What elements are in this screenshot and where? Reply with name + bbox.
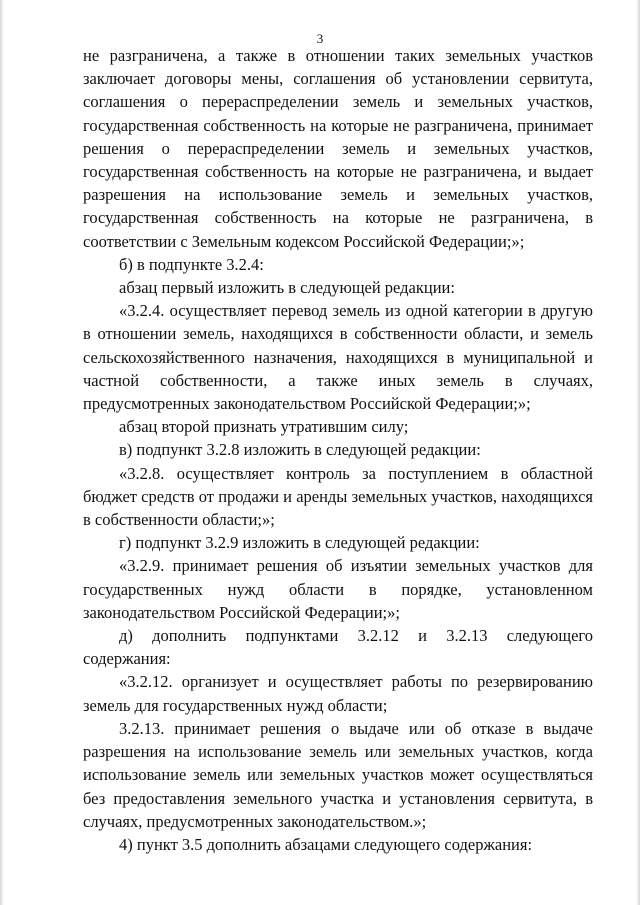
paragraph-subitem-v: в) подпункт 3.2.8 изложить в следующей редакции:: [119, 440, 481, 460]
paragraph-continuation: не разграничена, а также в отношении таких земельных участков заключает договоры мены, соглашения об установлении сервитута, соглашения о перераспределении земель и земельных участков, государственная собственность на которые не разграничена, принимает решения о перераспределении земель и земельных участков, государственная собственность на которые не разграничена, и выдает разрешения на использование земель и земельных участков, государственная собственность на которые не разграничена, в соответствии с Земельным кодексом Российской Федерации;»;: [83, 46, 593, 251]
scan-edge-right: [636, 0, 640, 905]
document-body: [83, 44, 593, 856]
page-number: 3: [316, 31, 324, 46]
paragraph-subitem-b: б) в подпункте 3.2.4:: [119, 254, 264, 274]
paragraph-3-2-8: «3.2.8. осуществляет контроль за поступлением в областной бюджет средств от продажи и аренды земельных участков, находящихся в собственности области;»;: [83, 463, 593, 530]
paragraph-3-2-4: «3.2.4. осуществляет перевод земель из одной категории в другую в отношении земель, находящихся в собственности области, и земель сельскохозяйственного назначения, находящихся в муниципальной и частной собственности, а также иных земель в случаях, предусмотренных законодательством Российской Федерации;»;: [83, 301, 593, 414]
scan-edge-left: [0, 0, 4, 905]
paragraph-subitem-d: д) дополнить подпунктами 3.2.12 и 3.2.13 следующего содержания:: [83, 626, 593, 669]
paragraph-3-2-12: «3.2.12. организует и осуществляет работы по резервированию земель для государственных нужд области;: [83, 672, 593, 715]
paragraph-item-4: 4) пункт 3.5 дополнить абзацами следующего содержания:: [119, 834, 533, 854]
paragraph-3-2-13: 3.2.13. принимает решения о выдаче или об отказе в выдаче разрешения на использование земель или земельных участков, когда использование земель или земельных участков может осуществляться без предоставления земельного участка и установления сервитута, в случаях, предусмотренных законодательством.»;: [83, 718, 593, 831]
paragraph-second-abzac: абзац второй признать утратившим силу;: [119, 417, 409, 437]
paragraph-subitem-g: г) подпункт 3.2.9 изложить в следующей редакции:: [119, 533, 480, 553]
paragraph-first-abzac: абзац первый изложить в следующей редакции:: [119, 278, 455, 298]
paragraph-3-2-9: «3.2.9. принимает решения об изъятии земельных участков для государственных нужд области в порядке, установленном законодательством Российской Федерации;»;: [83, 556, 593, 622]
